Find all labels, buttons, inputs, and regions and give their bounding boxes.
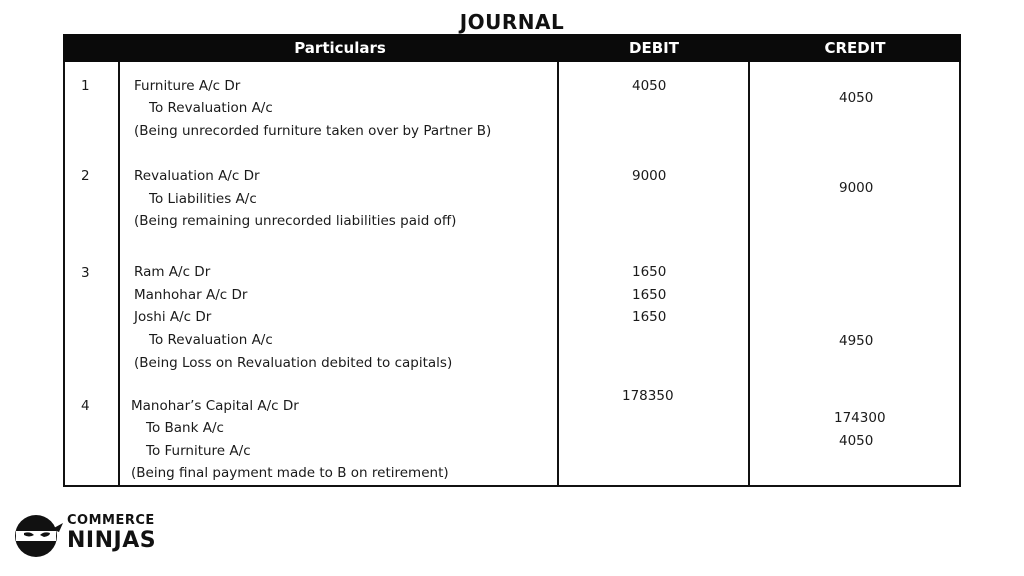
entry-line: Manhohar A/c Dr [134,287,248,303]
debit-amount: 178350 [622,388,674,404]
credit-amount: 4050 [839,90,874,106]
journal-table [63,34,961,487]
entry-line: Furniture A/c Dr [134,78,241,94]
entry-line: To Revaluation A/c [149,332,273,348]
column-divider [557,62,559,487]
table-header [63,34,961,62]
entry-narration: (Being unrecorded furniture taken over by Partner B) [134,123,492,139]
table-border-bottom [63,485,961,487]
logo-text-ninjas: NINJAS [67,528,157,553]
entry-number: 2 [81,168,90,184]
debit-amount: 4050 [632,78,667,94]
entry-number: 1 [81,78,90,94]
table-border-left [63,62,65,487]
column-divider [118,62,120,487]
entry-line: Ram A/c Dr [134,264,211,280]
header-particulars: Particulars [294,39,386,57]
entry-narration: (Being remaining unrecorded liabilities paid off) [134,213,457,229]
entry-line: Manohar’s Capital A/c Dr [131,398,299,414]
column-divider [748,62,750,487]
entry-line: To Bank A/c [146,420,224,436]
logo-text-commerce: COMMERCE [67,513,155,528]
ninja-icon [12,511,64,561]
debit-amount: 1650 [632,309,667,325]
entry-line: Revaluation A/c Dr [134,168,260,184]
entry-number: 3 [81,265,90,281]
header-debit: DEBIT [629,39,679,57]
entry-narration: (Being Loss on Revaluation debited to capitals) [134,355,453,371]
header-credit: CREDIT [824,39,886,57]
journal-title: JOURNAL [459,10,565,34]
entry-line: To Liabilities A/c [149,191,257,207]
debit-amount: 1650 [632,264,667,280]
debit-amount: 1650 [632,287,667,303]
commerce-ninjas-logo [12,511,157,561]
credit-amount: 9000 [839,180,874,196]
credit-amount: 4950 [839,333,874,349]
table-border-right [959,62,961,487]
entry-line: To Revaluation A/c [149,100,273,116]
entry-narration: (Being final payment made to B on retirement) [131,465,449,481]
entry-line: To Furniture A/c [146,443,251,459]
credit-amount: 4050 [839,433,874,449]
entry-line: Joshi A/c Dr [134,309,212,325]
debit-amount: 9000 [632,168,667,184]
entry-number: 4 [81,398,90,414]
credit-amount: 174300 [834,410,886,426]
